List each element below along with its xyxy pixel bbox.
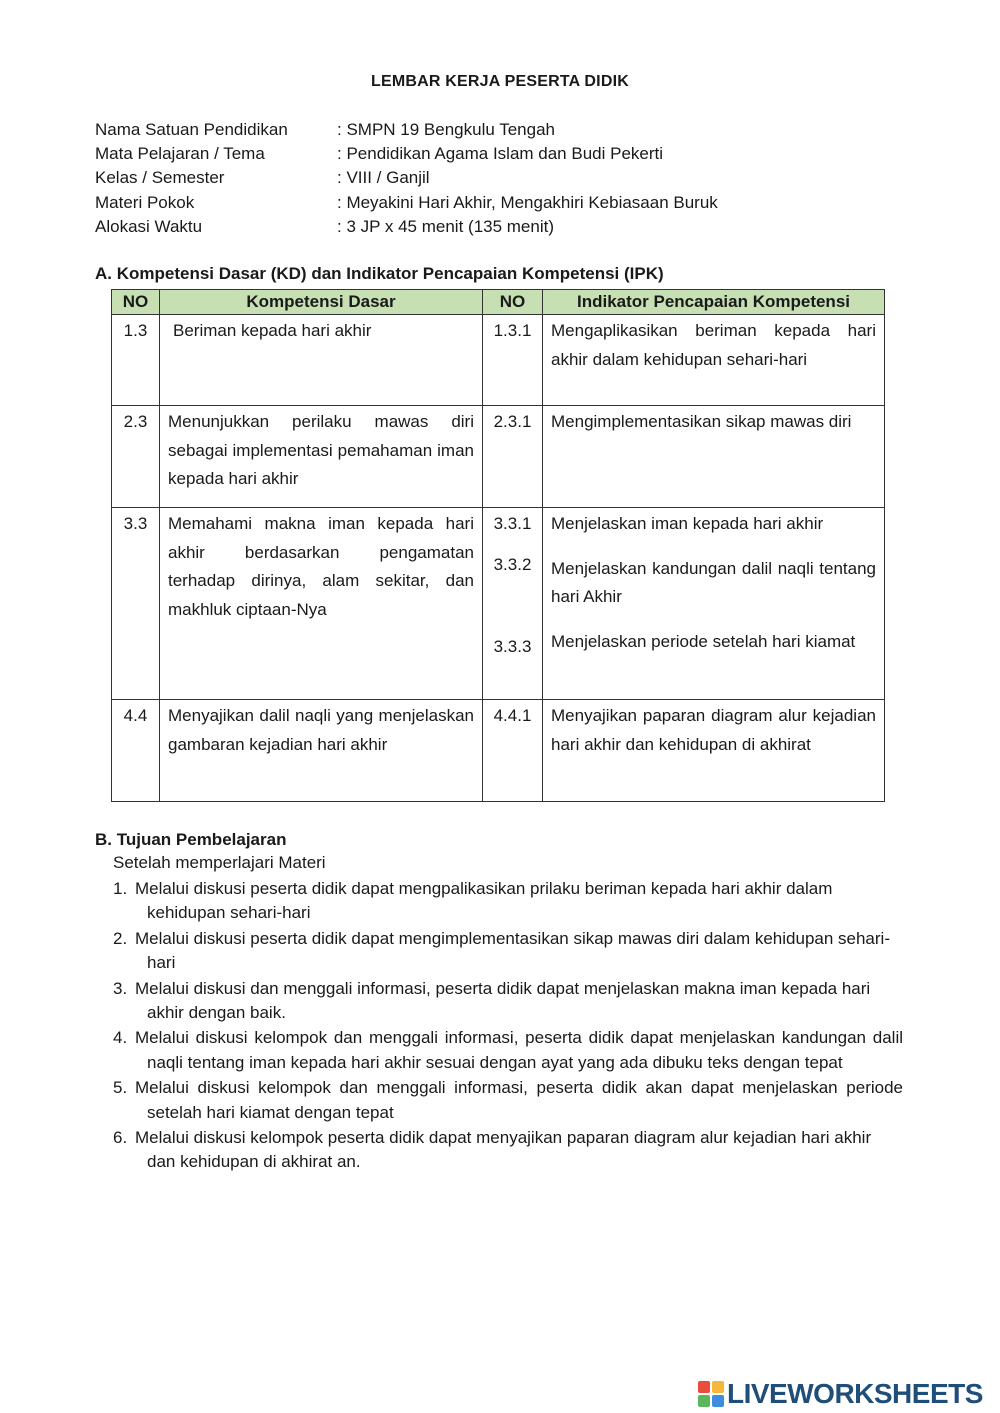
goal-text	[130, 977, 903, 1026]
goal-number: 3.	[113, 978, 128, 998]
section-b-heading: B. Tujuan Pembelajaran	[95, 830, 287, 849]
goal-text	[130, 1076, 903, 1125]
goal-number: 6.	[113, 1128, 128, 1148]
table-header-row	[112, 290, 885, 315]
kd-number: 2.3	[112, 406, 160, 508]
ipk-text: Menjelaskan periode setelah hari kiamat	[551, 631, 856, 651]
header-ipk: Indikator Pencapaian Kompetensi	[543, 290, 885, 315]
info-value: : Pendidikan Agama Islam dan Budi Pekerti	[337, 144, 664, 164]
liveworksheets-logo	[698, 1378, 983, 1410]
goal-text-content: Melalui diskusi dan menggali informasi, peserta didik dapat menjelaskan makna iman kepada hari akhir dengan baik.	[135, 978, 871, 1023]
ipk-number-cell	[483, 508, 543, 700]
ipk-text: Menjelaskan iman kepada hari akhir	[551, 514, 824, 533]
list-item	[113, 877, 903, 926]
info-label: Mata Pelajaran / Tema	[95, 144, 265, 164]
list-item	[113, 1076, 903, 1125]
list-item	[113, 927, 903, 976]
info-label: Kelas / Semester	[95, 168, 225, 188]
list-item	[113, 1026, 903, 1075]
info-label: Materi Pokok	[95, 192, 195, 212]
info-label: Alokasi Waktu	[95, 216, 203, 236]
info-value: : Meyakini Hari Akhir, Mengakhiri Kebiasaan Buruk	[337, 192, 718, 212]
identity-block	[95, 118, 915, 239]
info-row-time	[95, 215, 915, 239]
goal-text	[130, 877, 903, 926]
ipk-number: 2.3.1	[483, 406, 543, 508]
goal-text	[130, 927, 903, 976]
ipk-text: Mengaplikasikan beriman kepada hari akhir dalam kehidupan sehari-hari	[543, 315, 885, 406]
kd-number: 3.3	[112, 508, 160, 700]
goal-number: 1.	[113, 879, 128, 898]
logo-square	[698, 1381, 710, 1393]
goal-number: 5.	[113, 1078, 128, 1098]
info-label: Nama Satuan Pendidikan	[95, 120, 288, 139]
section-a-heading: A. Kompetensi Dasar (KD) dan Indikator Pencapaian Kompetensi (IPK)	[95, 264, 664, 283]
kd-number: 1.3	[112, 315, 160, 406]
info-value: : SMPN 19 Bengkulu Tengah	[337, 120, 555, 139]
kd-text	[160, 315, 483, 406]
goal-text-content: Melalui diskusi peserta didik dapat mengpalikasikan prilaku beriman kepada hari akhir dalam kehidupan sehari-hari	[135, 879, 833, 923]
ipk-number: 4.4.1	[483, 700, 543, 802]
ipk-number: 3.3.3	[493, 637, 532, 656]
kd-text: Memahami makna iman kepada hari akhir berdasarkan pengamatan terhadap dirinya, alam sekitar, dan makhluk ciptaan-Nya	[160, 508, 483, 700]
goal-number: 4.	[113, 1028, 128, 1048]
info-row-subject	[95, 142, 915, 166]
page-title: LEMBAR KERJA PESERTA DIDIK	[371, 73, 629, 90]
header-no: NO	[112, 290, 160, 315]
list-item	[113, 1126, 903, 1175]
ipk-number: 3.3.1	[493, 514, 532, 533]
goal-text-content: Melalui diskusi kelompok dan menggali informasi, peserta didik akan dapat menjelaskan periode setelah hari kiamat dengan tepat	[135, 1078, 903, 1122]
goal-text	[130, 1126, 903, 1175]
info-value: : VIII / Ganjil	[337, 168, 430, 188]
list-item	[113, 977, 903, 1026]
table-row	[112, 508, 885, 700]
kd-number: 4.4	[112, 700, 160, 802]
info-row-topic	[95, 191, 915, 215]
info-value: : 3 JP x 45 menit (135 menit)	[337, 216, 555, 236]
logo-square	[698, 1395, 710, 1407]
logo-text: LIVEWORKSHEETS	[727, 1378, 983, 1409]
ipk-number: 1.3.1	[483, 315, 543, 406]
kd-text: Menunjukkan perilaku mawas diri sebagai implementasi pemahaman iman kepada hari akhir	[160, 406, 483, 508]
logo-mark-icon	[698, 1381, 724, 1407]
table-row	[112, 315, 885, 406]
logo-square	[712, 1381, 724, 1393]
ipk-text: Menyajikan paparan diagram alur kejadian hari akhir dan kehidupan di akhirat	[543, 700, 885, 802]
ipk-number: 3.3.2	[493, 554, 532, 574]
goal-text	[130, 1026, 903, 1075]
ipk-text: Mengimplementasikan sikap mawas diri	[543, 406, 885, 508]
goal-text-content: Melalui diskusi kelompok dan menggali informasi, peserta didik dapat menjelaskan kandungan dalil naqli tentang iman kepada hari akhir sesuai dengan ayat yang ada dibuku teks dengan tepat	[135, 1028, 903, 1072]
kd-text-content: Beriman kepada hari akhir	[173, 321, 372, 340]
header-no-ipk: NO	[483, 290, 543, 315]
ipk-text: Menjelaskan kandungan dalil naqli tentang hari Akhir	[551, 558, 876, 606]
goal-number: 2.	[113, 928, 128, 948]
header-kd: Kompetensi Dasar	[160, 290, 483, 315]
ipk-text-cell	[543, 508, 885, 700]
info-row-school	[95, 118, 915, 142]
table-row	[112, 700, 885, 802]
kd-text: Menyajikan dalil naqli yang menjelaskan gambaran kejadian hari akhir	[160, 700, 483, 802]
learning-goals-list	[113, 877, 903, 1176]
goal-text-content: Melalui diskusi kelompok peserta didik dapat menyajikan paparan diagram alur kejadian hari akhir dan kehidupan di akhirat an.	[135, 1128, 872, 1172]
section-b-intro: Setelah memperlajari Materi	[113, 853, 326, 872]
table-row	[112, 406, 885, 508]
info-row-class	[95, 166, 915, 190]
logo-square	[712, 1395, 724, 1407]
goal-text-content: Melalui diskusi peserta didik dapat mengimplementasikan sikap mawas diri dalam kehidupan sehari-hari	[135, 928, 890, 973]
competency-table	[111, 289, 885, 802]
